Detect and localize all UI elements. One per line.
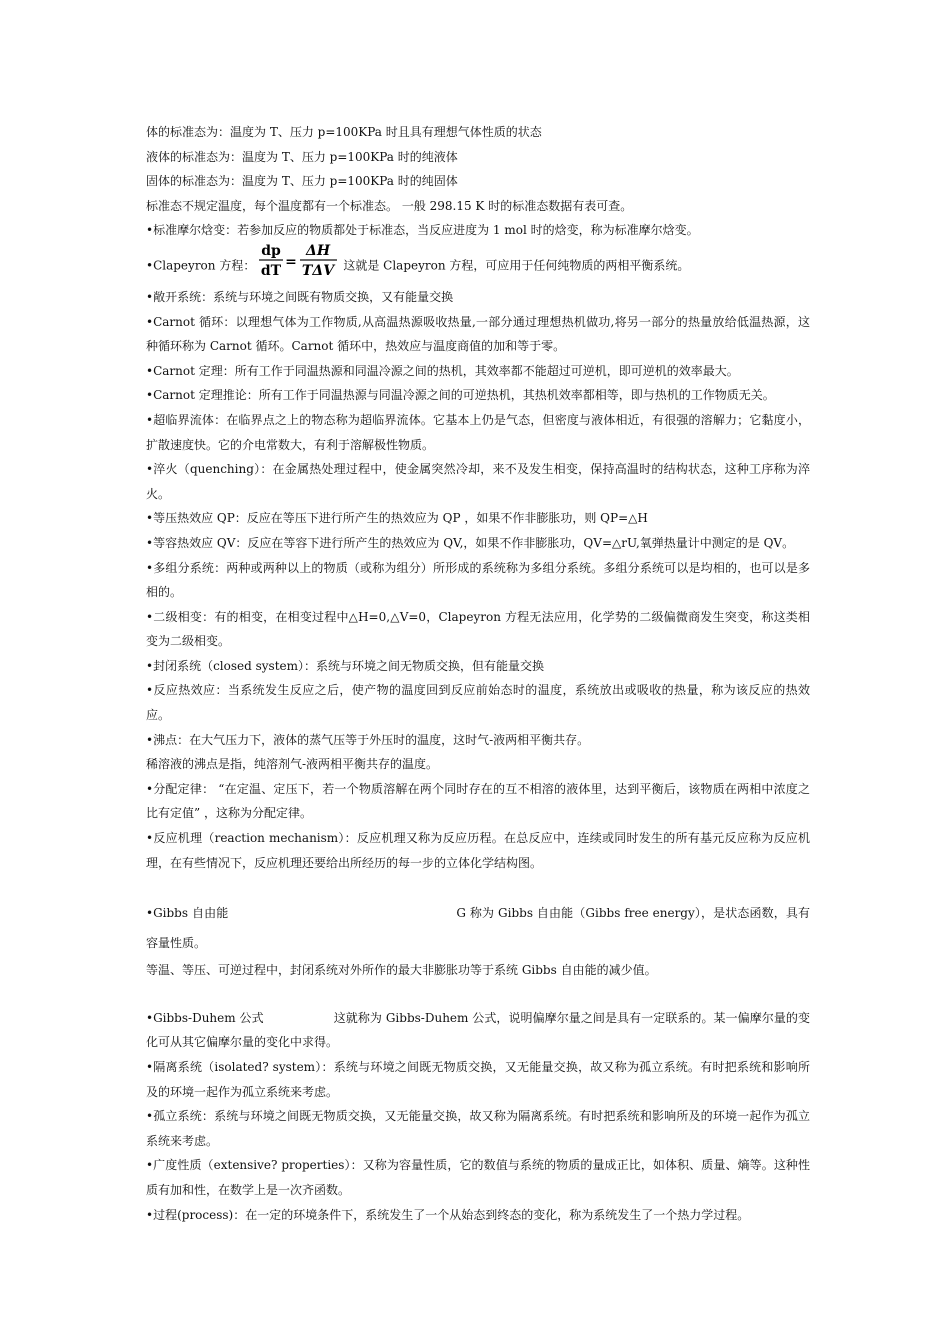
paragraph: 液体的标准态为：温度为 T、压力 p=100KPa 时的纯液体 [146,149,458,164]
gibbs-prefix: •Gibbs 自由能 [146,906,229,921]
paragraph: •过程(process)：在一定的环境条件下，系统发生了一个从始态到终态的变化，称为系统发生了一个热力学过程。 [146,1207,750,1222]
paragraph: •标准摩尔焓变：若参加反应的物质都处于标准态，当反应进度为 1 mol 时的焓变，称为标准摩尔焓变。 [146,223,699,238]
paragraph: 等温、等压、可逆过程中，封闭系统对外所作的最大非膨胀功等于系统 Gibbs 自由能的减少值。 [146,963,657,978]
gibbs-duhem-paragraph [146,1006,810,1055]
clapeyron-paragraph [146,242,810,285]
gibbs-duhem-suffix: 这就称为 Gibbs-Duhem 公式，说明偏摩尔量之间是具有一定联系的。某一偏摩尔量的变化可从其它偏摩尔量的变化中求得。 [146,1010,811,1050]
clapeyron-formula-svg [257,241,339,279]
clapeyron-suffix: 这就是 Clapeyron 方程，可应用于任何纯物质的两相平衡系统。 [343,258,690,273]
paragraph: •分配定律： “在定温、定压下，若一个物质溶解在两个同时存在的互不相溶的液体里，达到平衡后，该物质在两相中浓度之比有定值” ，这称为分配定律。 [146,781,810,821]
paragraph: 体的标准态为：温度为 T、压力 p=100KPa 时且具有理想气体性质的状态 [146,125,542,139]
gibbs-duhem-prefix: •Gibbs-Duhem 公式 [146,1010,264,1025]
formula-equals: = [285,253,298,270]
paragraph: •二级相变：有的相变，在相变过程中△H=0,△V=0，Clapeyron 方程无法应用，化学势的二级偏微商发生突变，称这类相变为二级相变。 [146,609,810,649]
paragraph: •反应热效应：当系统发生反应之后，使产物的温度回到反应前始态时的温度，系统放出或吸收的热量，称为该反应的热效应。 [146,683,810,723]
paragraph: •淬火（quenching）：在金属热处理过程中，使金属突然冷却，来不及发生相变，保持高温时的结构状态，这种工序称为淬火。 [146,462,810,501]
paragraph: •反应机理（reaction mechanism）：反应机理又称为反应历程。在总反应中，连续或同时发生的所有基元反应称为反应机理，在有些情况下，反应机理还要给出所经历的每一步的立体化学结构图。 [146,831,810,870]
paragraph: •Carnot 循环：以理想气体为工作物质,从高温热源吸收热量,一部分通过理想热机做功,将另一部分的热量放给低温热源，这种循环称为 Carnot 循环。Carnot 循环中，热效应与温度商值的加和等于零。 [146,314,810,354]
paragraph: •敞开系统：系统与环境之间既有物质交换，又有能量交换 [146,289,454,304]
clapeyron-formula [257,241,339,279]
gibbs-paragraph [146,898,810,958]
formula-lhs-numerator: dp [261,242,282,259]
paragraph: 稀溶液的沸点是指，纯溶剂气-液两相平衡共存的温度。 [146,757,439,772]
document-body [146,120,810,1227]
paragraph: 标准态不规定温度，每个温度都有一个标准态。 一般 298.15 K 时的标准态数据有表可查。 [146,198,633,213]
paragraph: •Carnot 定理推论：所有工作于同温热源与同温冷源之间的可逆热机，其热机效率都相等，即与热机的工作物质无关。 [146,388,775,403]
paragraph: •等容热效应 QV：反应在等容下进行所产生的热效应为 QV,，如果不作非膨胀功，QV=△rU,氧弹热量计中测定的是 QV。 [146,535,795,550]
formula-lhs-denominator: dT [261,262,282,279]
formula-rhs-numerator: ΔH [306,242,331,259]
paragraph: •等压热效应 QP：反应在等压下进行所产生的热效应为 QP ，如果不作非膨胀功，则 QP=△H [146,511,648,526]
paragraph: •孤立系统：系统与环境之间既无物质交换，又无能量交换，故又称为隔离系统。有时把系统和影响所及的环境一起作为孤立系统来考虑。 [146,1109,810,1148]
spacer [146,875,810,898]
gibbs-suffix: G 称为 Gibbs 自由能（Gibbs free energy），是状态函数，具有容量性质。 [146,906,811,951]
paragraph: 固体的标准态为：温度为 T、压力 p=100KPa 时的纯固体 [146,174,458,189]
formula-rhs-denominator: TΔV [302,262,335,279]
paragraph: •沸点：在大气压力下，液体的蒸气压等于外压时的温度，这时气-液两相平衡共存。 [146,732,590,747]
clapeyron-prefix: •Clapeyron 方程： [146,258,256,273]
paragraph: •广度性质（extensive? properties）：又称为容量性质，它的数值与系统的物质的量成正比，如体积、质量、熵等。这种性质有加和性，在数学上是一次齐函数。 [146,1158,810,1197]
paragraph: •隔离系统（isolated? system）：系统与环境之间既无物质交换，又无能量交换，故又称为孤立系统。有时把系统和影响所及的环境一起作为孤立系统来考虑。 [146,1060,810,1099]
paragraph: •多组分系统：两种或两种以上的物质（或称为组分）所形成的系统称为多组分系统。多组分系统可以是均相的，也可以是多相的。 [146,560,810,600]
paragraph: •封闭系统（closed system）：系统与环境之间无物质交换，但有能量交换 [146,658,545,673]
spacer [146,983,810,1006]
paragraph: •Carnot 定理：所有工作于同温热源和同温冷源之间的热机，其效率都不能超过可逆机，即可逆机的效率最大。 [146,363,739,378]
paragraph: •超临界流体：在临界点之上的物态称为超临界流体。它基本上仍是气态，但密度与液体相近，有很强的溶解力；它黏度小，扩散速度快。它的介电常数大，有利于溶解极性物质。 [146,412,810,452]
